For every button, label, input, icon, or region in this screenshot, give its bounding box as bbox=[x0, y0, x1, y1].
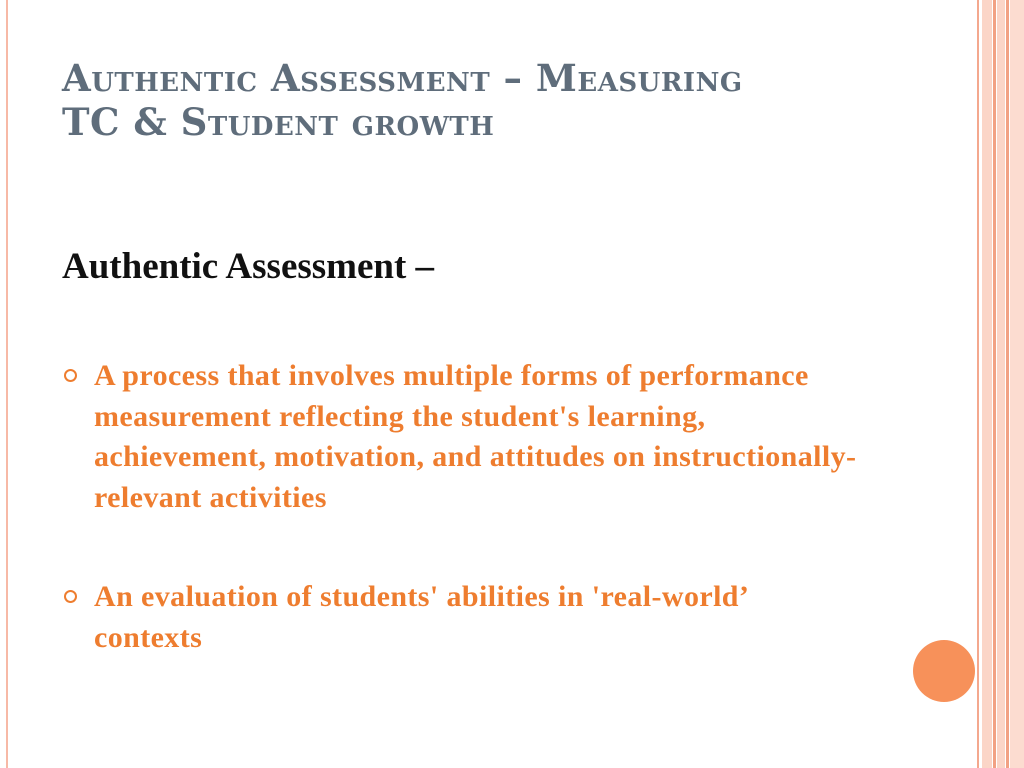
decorative-circle bbox=[913, 640, 975, 702]
slide-title-line-2: TC & Student growth bbox=[62, 100, 495, 144]
decor-stripe bbox=[1006, 0, 1009, 768]
bullet-text: An evaluation of students' abilities in 'real-world’ contexts bbox=[94, 580, 748, 654]
slide-title bbox=[62, 56, 942, 144]
decor-stripe bbox=[997, 0, 1005, 768]
decor-stripe bbox=[982, 0, 992, 768]
decor-stripe bbox=[993, 0, 996, 768]
decor-stripe bbox=[1010, 0, 1024, 768]
list-item bbox=[62, 577, 862, 658]
bullet-list bbox=[62, 356, 862, 658]
bullet-text: A process that involves multiple forms of performance measurement reflecting the student's learning, achievement, motivation, and attitudes on instructionally-relevant activities bbox=[94, 359, 857, 514]
ring-bullet-icon bbox=[64, 369, 77, 382]
frame-right-line bbox=[977, 0, 979, 768]
ring-bullet-icon bbox=[64, 590, 77, 603]
slide-title-line-1: Authentic Assessment – Measuring bbox=[62, 56, 743, 100]
subheading: Authentic Assessment – bbox=[62, 246, 435, 287]
frame-left-line bbox=[6, 0, 8, 768]
list-item bbox=[62, 356, 862, 518]
